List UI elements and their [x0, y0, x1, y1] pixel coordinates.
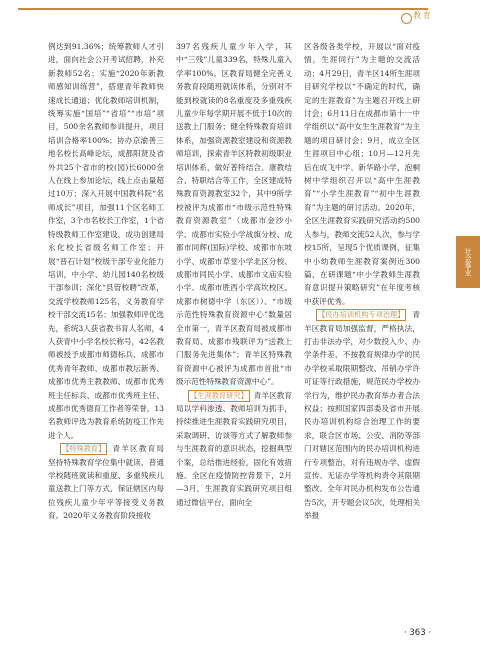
- section-career-education: [176, 389, 292, 510]
- section-special-education: [48, 442, 164, 522]
- paragraph: 397名残疾儿童少年入学，其中“三残”儿童339名，特殊儿童入学率100%。区教育局健全完善义务教育段随班就读体系，分别对不能到校就读的8名重度及多重残疾儿童少年每学期开展不低于10次的送教上门服务；健全特殊教育培训体系，加强资源教室建设和资源教师培训，探索青羊区特教初级职业培训体系，做好普特结合、康教结合、特职结合等工作，全区建成特殊教育资源教室32个，其中9所学校被评为成都市“市级示范性特殊教育资源教室”（成都市金沙小学、成都市实验小学战旗分校、成都市同辉(国际)学校、成都市东坡小学、成都市草堂小学北区分校、成都市同民小学、成都市文庙实验小学、成都市胜西小学高坎校区、成都市树德中学（东区））、“市级示范性特殊教育资源中心”数量居全市第一，青羊区教育局被成都市教育局、成都市残联评为“送教上门服务先进集体”；青羊区特殊教育资源中心被评为成都市首批“市级示范性特殊教育资源中心”。: [176, 42, 292, 387]
- section-title: 【生涯教育研究】: [190, 390, 248, 400]
- section-private-training-governance: [304, 308, 420, 523]
- text-column-1: [48, 40, 164, 523]
- text-column-3: [304, 40, 420, 523]
- section-title: 【民办培训机构专项治理】: [318, 310, 405, 320]
- section-text: 青羊区教育局坚持特殊教育学位集中就读、普通学校随班就读和重度、多重残疾儿童送教上门等方式，保证辖区内每位残疾儿童少年平等接受义务教育。2020年义务教育阶段接收: [48, 444, 164, 521]
- paragraph: 区各级各类学校，开展以“面对疫情，生涯同行”为主题的交流活动；4月29日，青羊区14所生涯项目研究学校以“不确定的时代，确定的生涯教育”为主题召开线上研讨会；6月11日在成都市第十一中学组织以“高中女生生涯教育”为主题的项目研讨会；9月，成立全区生涯项目中心组；10月—12月先后在成飞中学、新华路小学、泡桐树中学组织召开以“高中生涯教育”“小学生涯教育”“初中生涯教育”为主题的研讨活动。2020年，全区生涯教育实践研究活动约500人参与，教师交流52人次，参与学校15所，呈现5个优质课例，征集中小幼教师生涯教育案例近300篇，在研课题“中小学教师生涯教育意识提升策略研究”在年度考核中获评优秀。: [304, 42, 420, 306]
- page-number: · 363 ·: [404, 628, 432, 638]
- text-column-2: [176, 40, 292, 509]
- section-text: 青羊区教育局以学科渗透、教师培训为抓手，持续推进生涯教育实践研究项目，采取调研、访谈等方式了解教师参与生涯教育的意识状态，挖掘典型个案，总结推进经验，固化有效措施。全区在疫情防控背景下，2月—3月，生涯教育实践研究项目组通过微信平台，面向全: [176, 390, 292, 507]
- section-marker-icon: [401, 13, 412, 24]
- section-title: 【特殊教育】: [62, 444, 106, 454]
- section-side-tab: 社会事业: [456, 236, 480, 288]
- section-text: 青羊区教育局加强监督，严格执法，打击非法办学，对少数投入少、办学条件差，不按教育规律办学的民办学校采取限期整改、吊销办学许可证等行政措施，规范民办学校办学行为，维护民办教育举办者合法权益；按照国家四部委及省市开展民办培训机构综合治理工作的要求，联合区市场、公安、消防等部门对辖区范围内的民办培训机构进行专项整治，对有违规办学、虚假宣传、无证办学等机构责令其限期整改。全年对民办机构发布公告通告5次，开专题会议5次，处理相关举报: [304, 310, 420, 521]
- header-rule: [18, 8, 428, 10]
- paragraph: 例达到91.36%；统筹教师人才引进，面向社会公开考试招聘，补充新教师52名；实施“2020年新教师感知训练营”，搭建青年教师快速成长通道；优化教师培训机制，统筹实施“国培”“省培”“市培”项目，500余名教师参训提升，项目培训合格率100%；协办京渝善三地名校长高峰论坛，成都阳贤及省外共25个省市的校(园)长6000余人在线上参加论坛，线上点击量超过10万；深入开展中国教科院“名师成长”项目，加强11个区名师工作室，3个市名校长工作室，1个省特级教师工作室建设，成功创建局永化校长省级名师工作室；开展“普石计划”校级干部专业化能力培训，中小学、幼儿园140名校级干部参训；深化“县管校聘”改革，交流学校教师125名，义务教育学校干部交流15名；加强教师评优选先，系统3人获省教书育人名师，4人获青中小学名校长称号，42名教师被授予成都市师德标兵、成都市优秀青年教师、成都市教坛新秀、成都市优秀主教教师、成都市优秀班主任标兵、成都市优秀班主任、成都市优秀德育工作者等荣誉，13名教师评选为教育系统防疫工作先进个人。: [48, 42, 164, 440]
- running-header: 教育: [413, 11, 433, 20]
